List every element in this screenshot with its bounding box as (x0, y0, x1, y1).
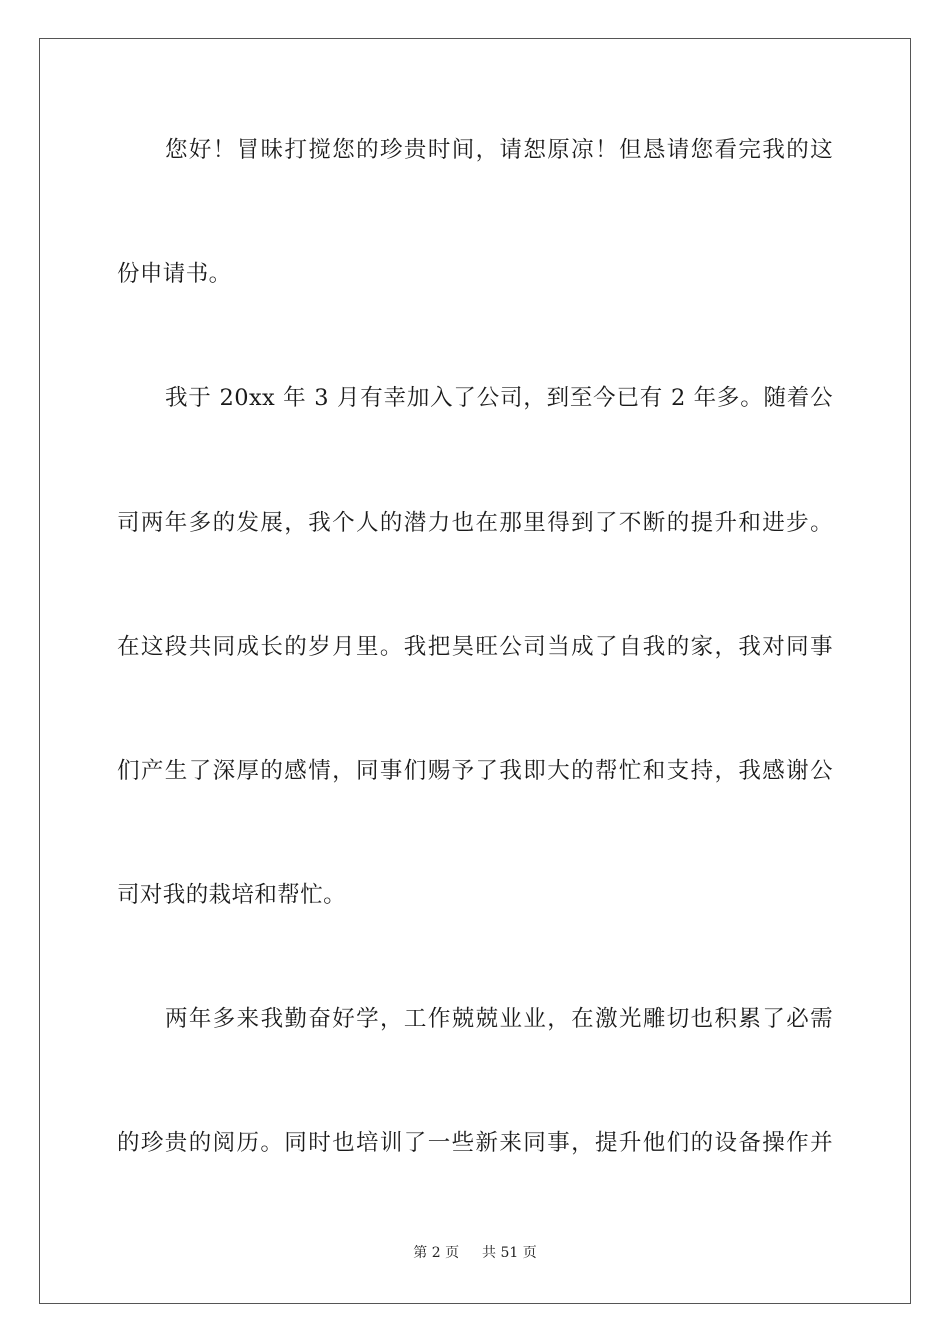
page-border (39, 38, 911, 1304)
paragraph-1-line-1: 您好！冒昧打搅您的珍贵时间，请恕原凉！但恳请您看完我的这 (165, 137, 833, 163)
paragraph-3-line-2: 的珍贵的阅历。同时也培训了一些新来同事，提升他们的设备操作并 (117, 1130, 833, 1156)
page-footer (0, 1244, 950, 1262)
paragraph-1-line-2: 份申请书。 (117, 261, 232, 287)
paragraph-2-line-4: 们产生了深厚的感情，同事们赐予了我即大的帮忙和支持，我感谢公 (117, 758, 833, 784)
paragraph-2-line-1: 我于 20xx 年 3 月有幸加入了公司，到至今已有 2 年多。随着公 (165, 385, 833, 411)
paragraph-2-line-5: 司对我的栽培和帮忙。 (117, 882, 347, 908)
page-number: 第 2 页 (413, 1245, 460, 1261)
paragraph-2-line-3: 在这段共同成长的岁月里。我把昊旺公司当成了自我的家，我对同事 (117, 634, 833, 660)
page-total: 共 51 页 (482, 1245, 537, 1261)
paragraph-2-line-2: 司两年多的发展，我个人的潜力也在那里得到了不断的提升和进步。 (117, 510, 833, 536)
paragraph-3-line-1: 两年多来我勤奋好学，工作兢兢业业，在激光雕切也积累了必需 (165, 1006, 833, 1032)
